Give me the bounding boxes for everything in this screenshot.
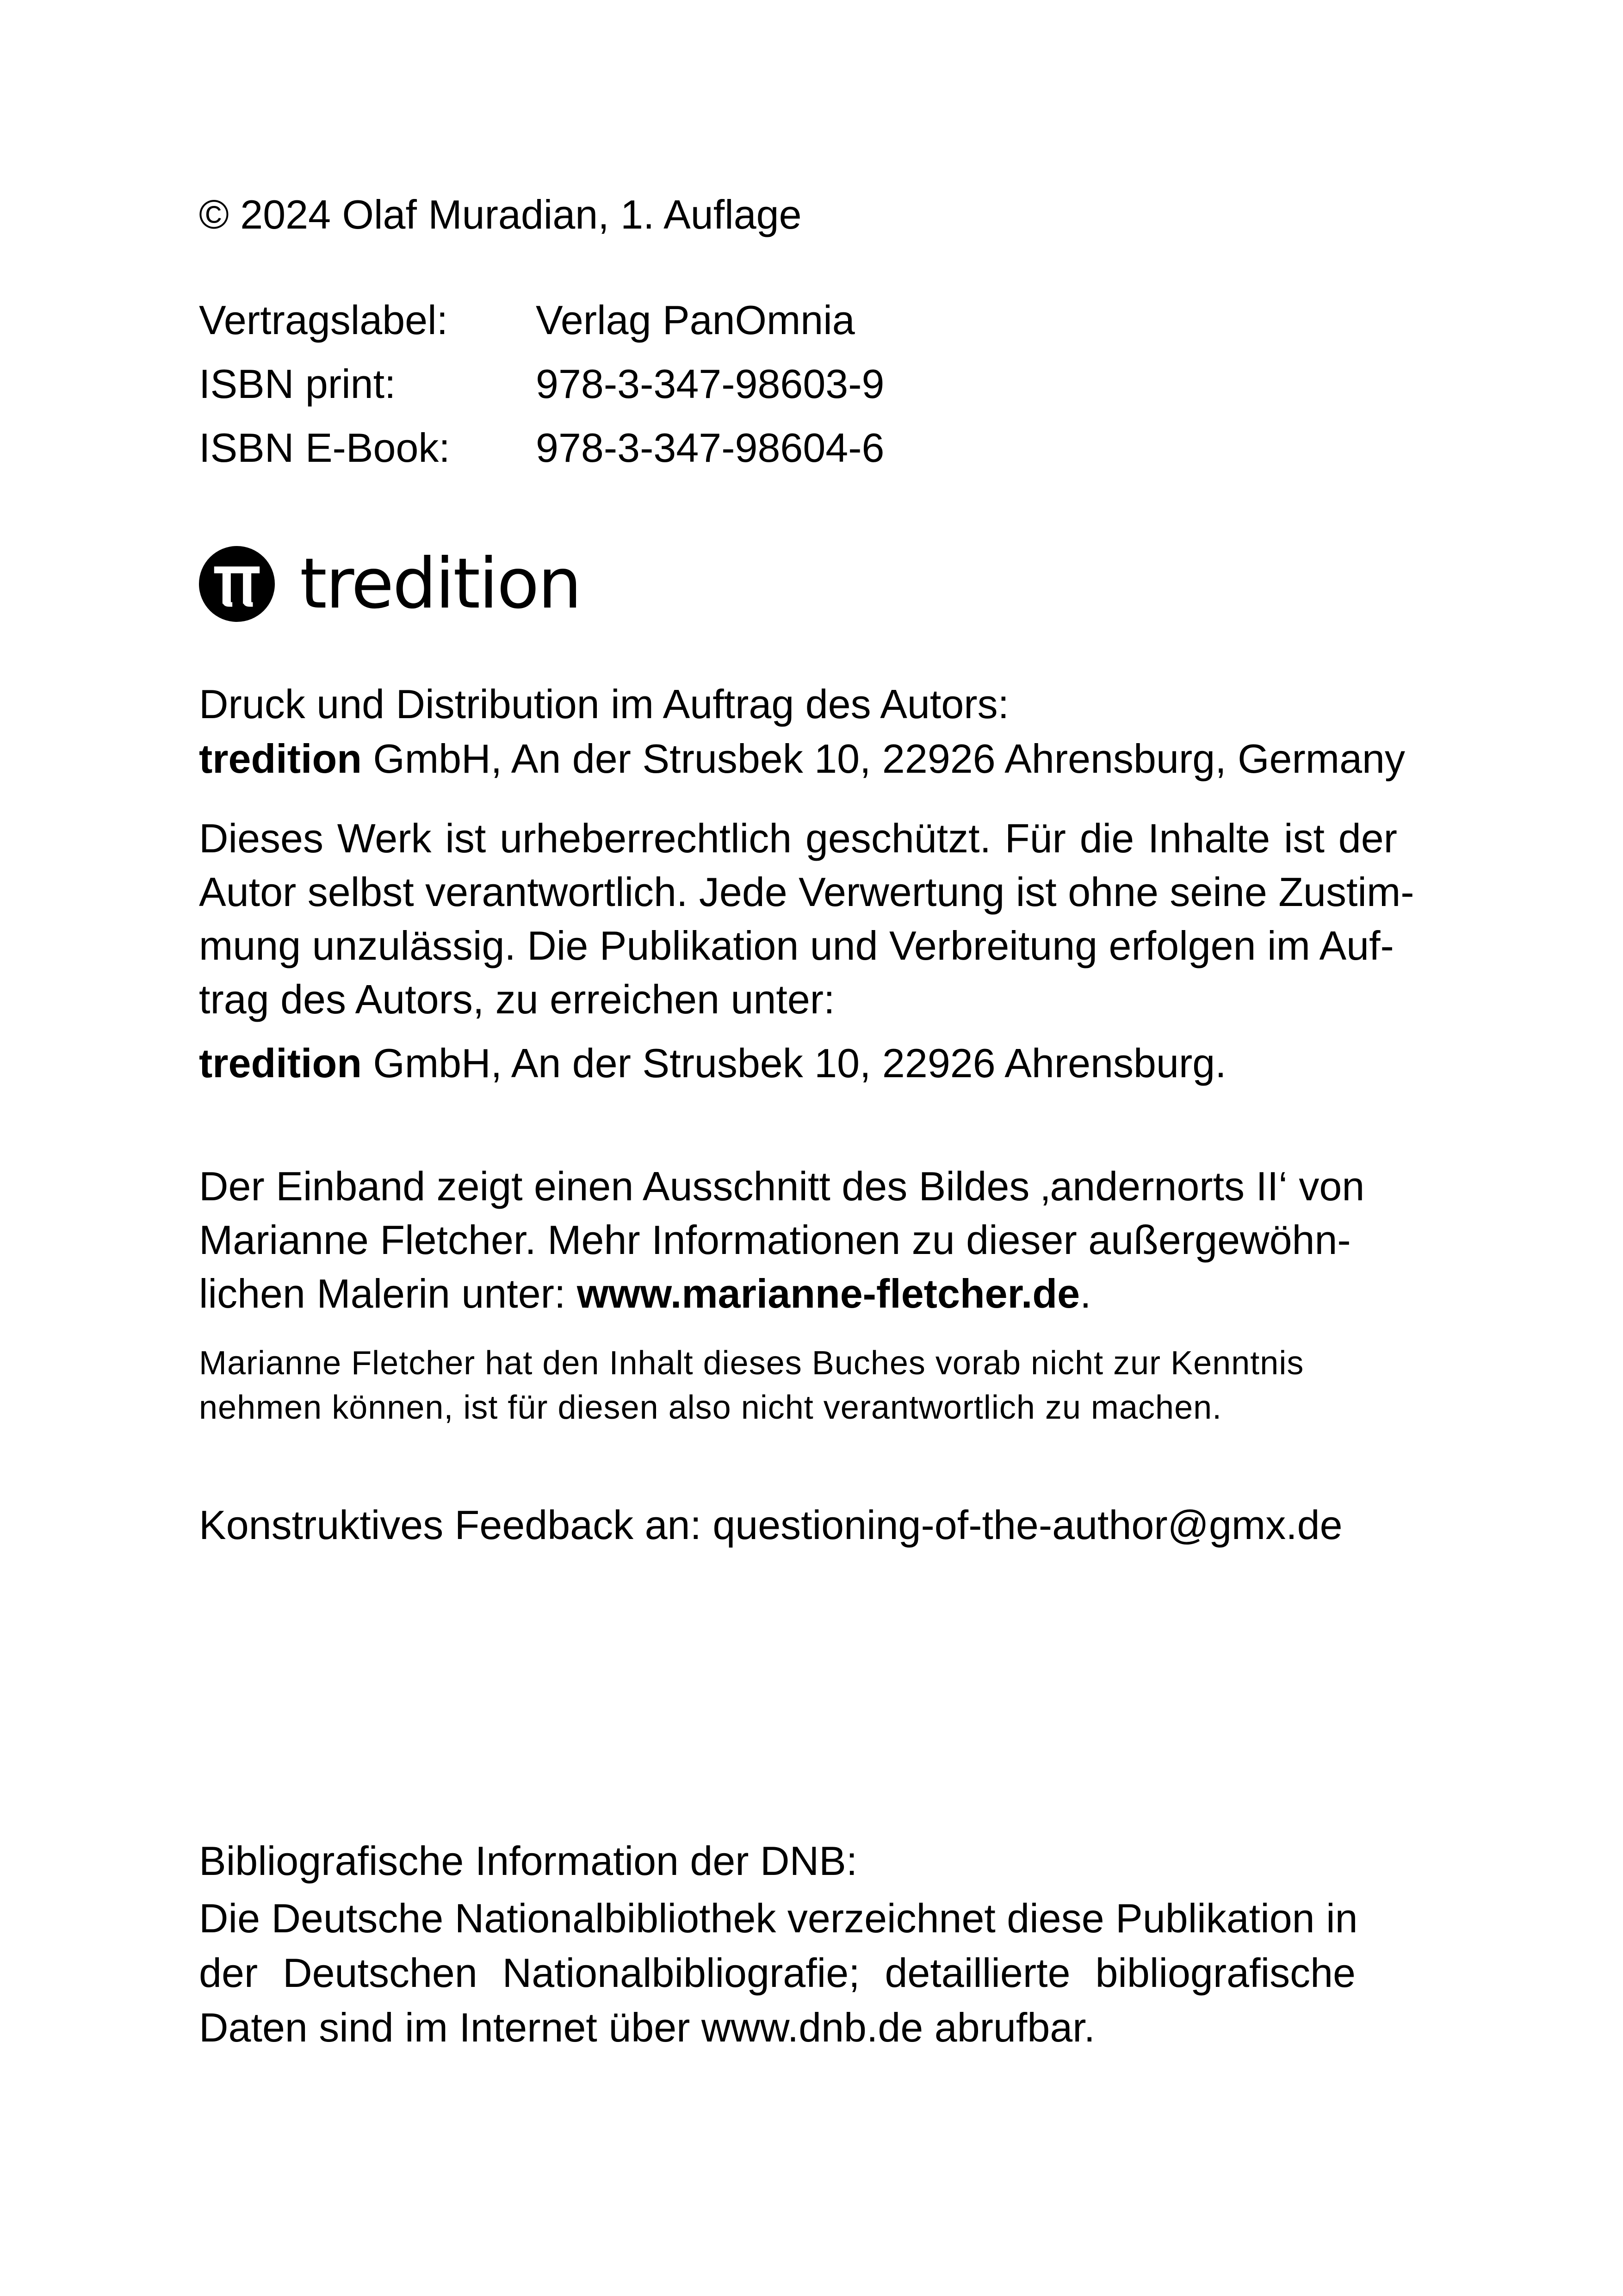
company-name-bold: tredition: [199, 1040, 362, 1086]
tredition-logo-text: tredition: [300, 544, 581, 624]
tredition-logo-icon: [199, 546, 275, 622]
notice-line-1: Dieses Werk ist urheberrechtlich geschützt. Für die Inhalte ist der: [199, 815, 1397, 861]
notice-line-3: mung unzulässig. Die Publikation und Verbreitung erfolgen im Auf-: [199, 923, 1394, 968]
isbn-ebook-label: ISBN E-Book:: [199, 425, 450, 471]
disclaimer-line-2: nehmen können, ist für diesen also nicht verantwortlich zu machen.: [199, 1389, 1222, 1426]
dnb-heading: Bibliografische Information der DNB:: [199, 1838, 858, 1884]
notice-line-2: Autor selbst verantwortlich. Jede Verwertung ist ohne seine Zustim-: [199, 869, 1414, 915]
cover-line-1: Der Einband zeigt einen Ausschnitt des Bildes ‚andernorts II‘ von: [199, 1163, 1365, 1209]
isbn-ebook-value: 978-3-347-98604-6: [536, 425, 885, 471]
distribution-line: Druck und Distribution im Auftrag des Autors:: [199, 681, 1010, 727]
isbn-print-label: ISBN print:: [199, 361, 396, 407]
cover-period: .: [1080, 1271, 1091, 1316]
feedback-line: Konstruktives Feedback an: questioning-of-the-author@gmx.de: [199, 1502, 1343, 1548]
distribution-company: [199, 736, 1405, 782]
dnb-line-2: der Deutschen Nationalbibliografie; detaillierte bibliografische: [199, 1950, 1356, 1996]
cover-line-3: [199, 1273, 1091, 1314]
cover-text: lichen Malerin unter:: [199, 1271, 577, 1316]
notice-company: [199, 1040, 1227, 1086]
contract-value: Verlag PanOmnia: [536, 297, 855, 343]
copyright-line: © 2024 Olaf Muradian, 1. Auflage: [199, 192, 802, 237]
artist-website-link[interactable]: www.marianne-fletcher.de: [576, 1271, 1080, 1316]
company-name-bold: tredition: [199, 736, 362, 782]
disclaimer-line-1: Marianne Fletcher hat den Inhalt dieses Buches vorab nicht zur Kenntnis: [199, 1345, 1304, 1382]
contract-label: Vertragslabel:: [199, 297, 448, 343]
cover-line-2: Marianne Fletcher. Mehr Informationen zu dieser außergewöhn-: [199, 1217, 1351, 1263]
tredition-logo: [199, 546, 581, 622]
notice-line-4: trag des Autors, zu erreichen unter:: [199, 976, 835, 1022]
company-address: GmbH, An der Strusbek 10, 22926 Ahrensburg, Germany: [361, 736, 1405, 782]
company-address: GmbH, An der Strusbek 10, 22926 Ahrensburg.: [361, 1040, 1227, 1086]
dnb-line-3: Daten sind im Internet über www.dnb.de abrufbar.: [199, 2004, 1096, 2050]
dnb-line-1: Die Deutsche Nationalbibliothek verzeichnet diese Publikation in: [199, 1895, 1358, 1941]
isbn-print-value: 978-3-347-98603-9: [536, 361, 885, 407]
